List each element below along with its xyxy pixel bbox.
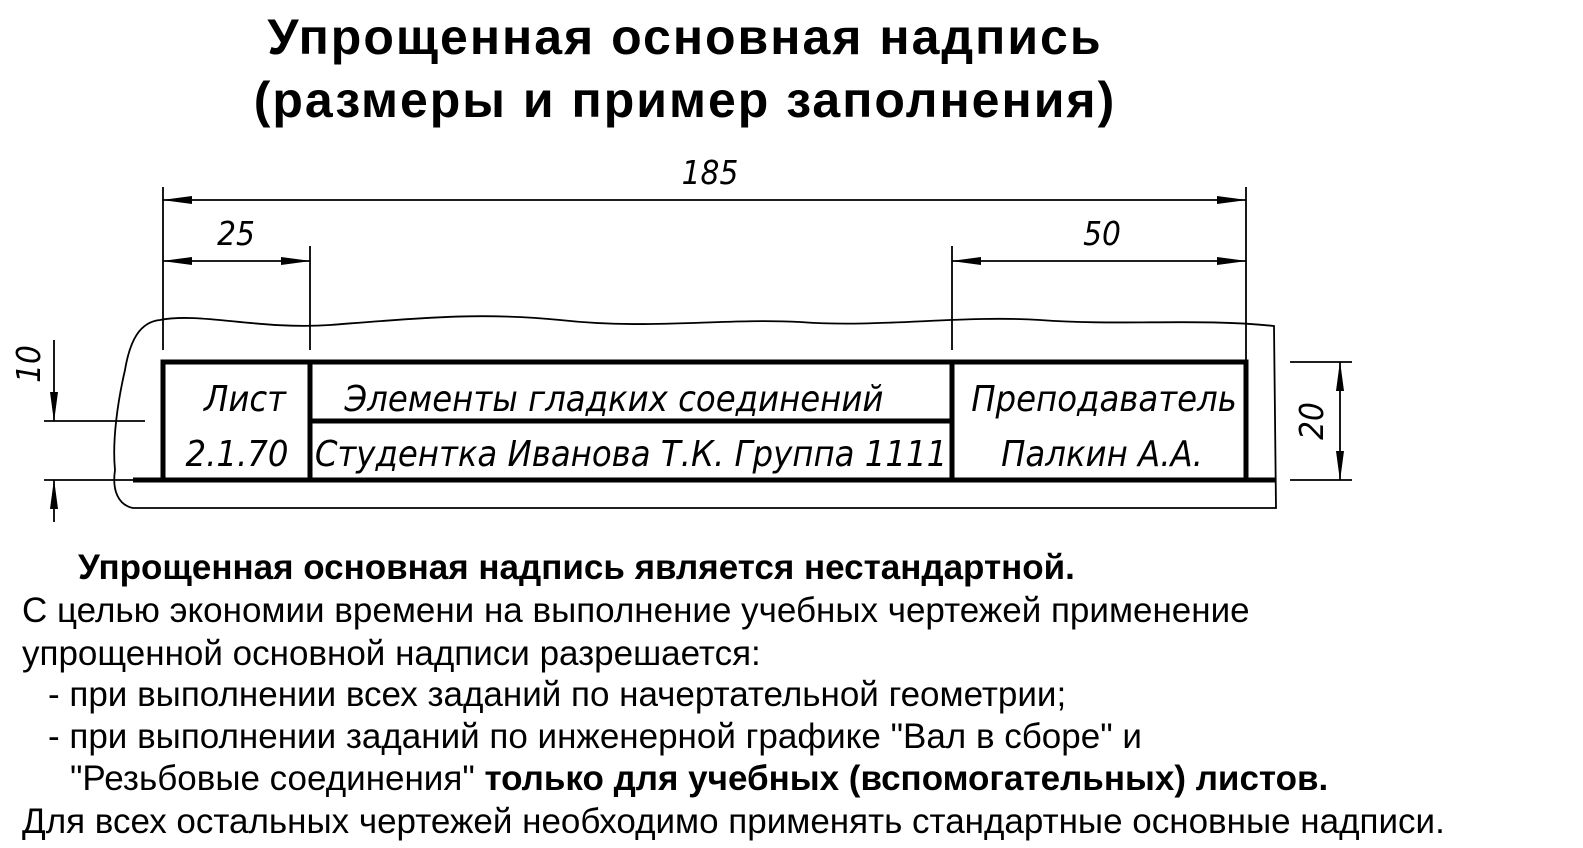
notes-list-item-1: - при выполнении всех заданий по начертательной геометрии; xyxy=(48,675,1067,714)
notes-footer: Для всех остальных чертежей необходимо применять стандартные основные надписи. xyxy=(22,802,1445,841)
page-title-line2: (размеры и пример заполнения) xyxy=(253,72,1117,128)
notes-list-item-3 xyxy=(70,761,1328,796)
page-title-line1: Упрощенная основная надпись xyxy=(267,9,1103,65)
notes-line-2: упрощенной основной надписи разрешается: xyxy=(22,634,761,673)
notes-item-3-regular: "Резьбовые соединения" xyxy=(70,759,485,798)
teacher-label: Преподаватель xyxy=(971,379,1237,420)
notes-item-3-bold: только для учебных (вспомогательных) листов. xyxy=(484,759,1329,798)
dimension-label-25: 25 xyxy=(217,214,255,253)
dimension-label-185: 185 xyxy=(681,153,739,192)
dimension-label-20: 20 xyxy=(1292,402,1331,440)
teacher-name: Палкин А.А. xyxy=(1001,434,1203,475)
dimension-label-10: 10 xyxy=(9,345,48,383)
notes-heading: Упрощенная основная надпись является нестандартной. xyxy=(78,548,1075,587)
drawing-topic: Элементы гладких соединений xyxy=(344,379,884,420)
notes-line-1: С целью экономии времени на выполнение учебных чертежей применение xyxy=(22,591,1250,630)
student-info: Студентка Иванова Т.К. Группа 1111 xyxy=(314,434,948,475)
dimension-label-50: 50 xyxy=(1083,214,1121,253)
sheet-label: Лист xyxy=(203,379,287,420)
sheet-number: 2.1.70 xyxy=(185,434,289,475)
notes-list-item-2: - при выполнении заданий по инженерной графике "Вал в сборе" и xyxy=(48,717,1142,756)
